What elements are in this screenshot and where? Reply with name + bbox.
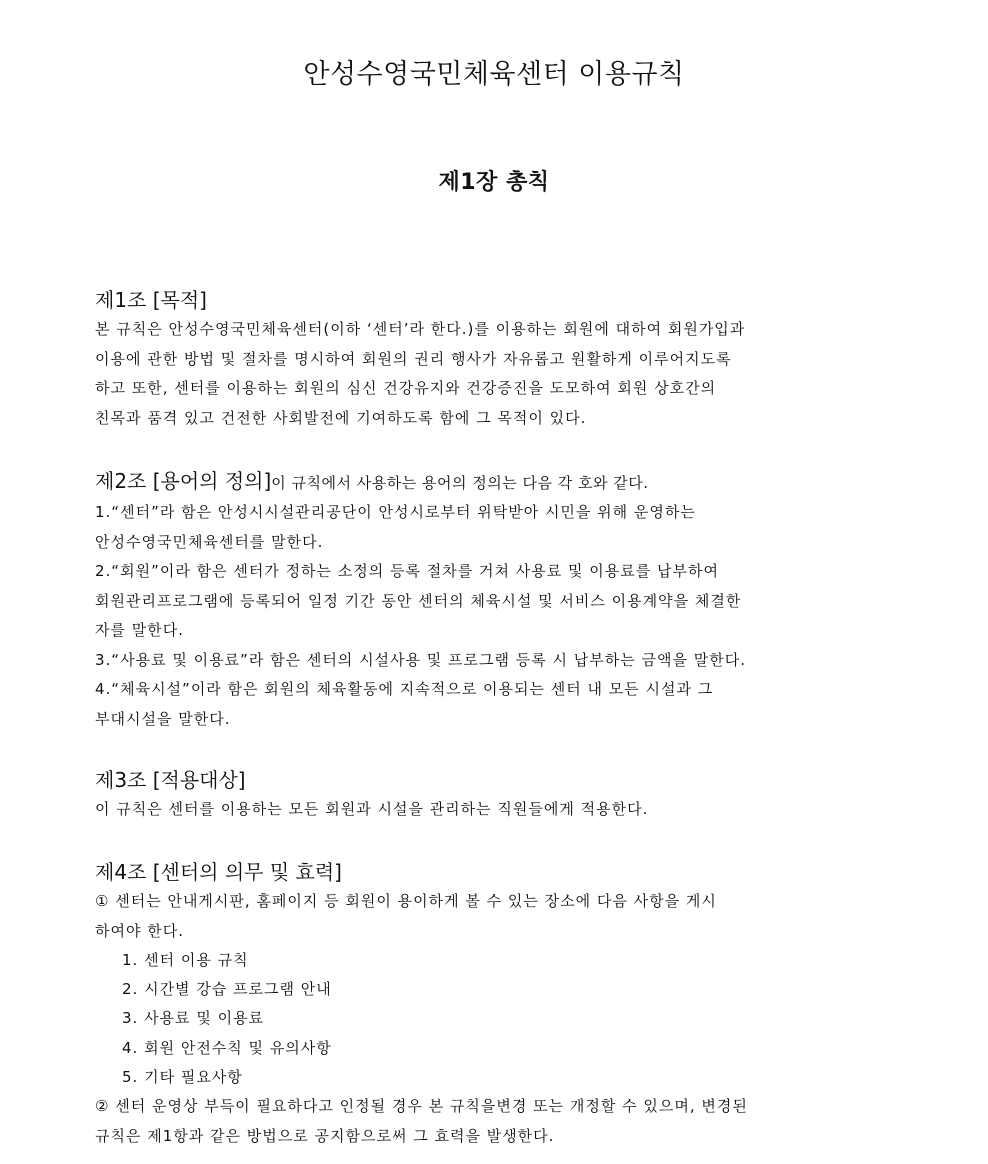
article-4-paragraph-2-line: 규칙은 제1항과 같은 방법으로 공지함으로써 그 효력을 발생한다. [95,1126,555,1145]
article-1-line: 이용에 관한 방법 및 절차를 명시하여 회원의 권리 행사가 자유롭고 원활하게 이루어지도록 [95,349,732,368]
article-4-list-item: 5. 기타 필요사항 [122,1067,243,1086]
article-4-list-item: 2. 시간별 강습 프로그램 안내 [122,980,332,999]
article-3-heading: 제3조 [적용대상] [95,768,246,792]
article-2-line: 2.“회원”이라 함은 센터가 정하는 소정의 등록 절차를 거쳐 사용료 및 이용료를 납부하여 [95,562,719,580]
article-2-heading-row [95,466,915,498]
article-2-line: 안성수영국민체육센터를 말한다. [95,532,324,551]
article-2-line: 부대시설을 말한다. [95,709,231,728]
article-4-paragraph-1-line: 하여야 한다. [95,921,184,940]
article-3 [95,765,915,825]
article-1-line: 친목과 품격 있고 건전한 사회발전에 기여하도록 함에 그 목적이 있다. [95,408,587,427]
article-4-list-item: 4. 회원 안전수칙 및 유의사항 [122,1038,332,1057]
article-1-heading: 제1조 [목적] [95,288,207,312]
article-1-line: 본 규칙은 안성수영국민체육센터(이하 ‘센터’라 한다.)를 이용하는 회원에 대하여 회원가입과 [95,320,746,338]
article-4-list-item: 3. 사용료 및 이용료 [122,1009,265,1028]
chapter-title: 제1장 총칙 [438,170,550,195]
article-3-line: 이 규칙은 센터를 이용하는 모든 회원과 시설을 관리하는 직원들에게 적용한다. [95,800,649,818]
article-2 [95,466,915,734]
article-4-list-item: 1. 센터 이용 규칙 [122,951,249,969]
document-title: 안성수영국민체육센터 이용규칙 [303,59,685,90]
article-2-heading: 제2조 [용어의 정의] [95,469,272,493]
article-2-line: 1.“센터”라 함은 안성시시설관리공단이 안성시로부터 위탁받아 시민을 위해 운영하는 [95,503,696,521]
article-2-intro: 이 규칙에서 사용하는 용어의 정의는 다음 각 호와 같다. [271,474,649,492]
article-2-line: 회원관리프로그램에 등록되어 일정 기간 동안 센터의 체육시설 및 서비스 이용계약을 체결한 [95,591,742,610]
article-1 [95,285,915,433]
article-4-paragraph-2-line: ② 센터 운영상 부득이 필요하다고 인정될 경우 본 규칙을변경 또는 개정할 수 있으며, 변경된 [95,1097,748,1116]
article-1-line: 하고 또한, 센터를 이용하는 회원의 심신 건강유지와 건강증진을 도모하여 회원 상호간의 [95,379,717,397]
article-4-paragraph-1-line: ① 센터는 안내게시판, 홈페이지 등 회원이 용이하게 볼 수 있는 장소에 다음 사항을 게시 [95,892,717,910]
article-4 [95,857,915,1151]
article-2-line: 자를 말한다. [95,621,184,639]
article-2-line: 3.“사용료 및 이용료”라 함은 센터의 시설사용 및 프로그램 등록 시 납부하는 금액을 말한다. [95,650,746,669]
article-2-line: 4.“체육시설”이라 함은 회원의 체육활동에 지속적으로 이용되는 센터 내 모든 시설과 그 [95,680,714,698]
article-4-heading: 제4조 [센터의 의무 및 효력] [95,860,342,884]
